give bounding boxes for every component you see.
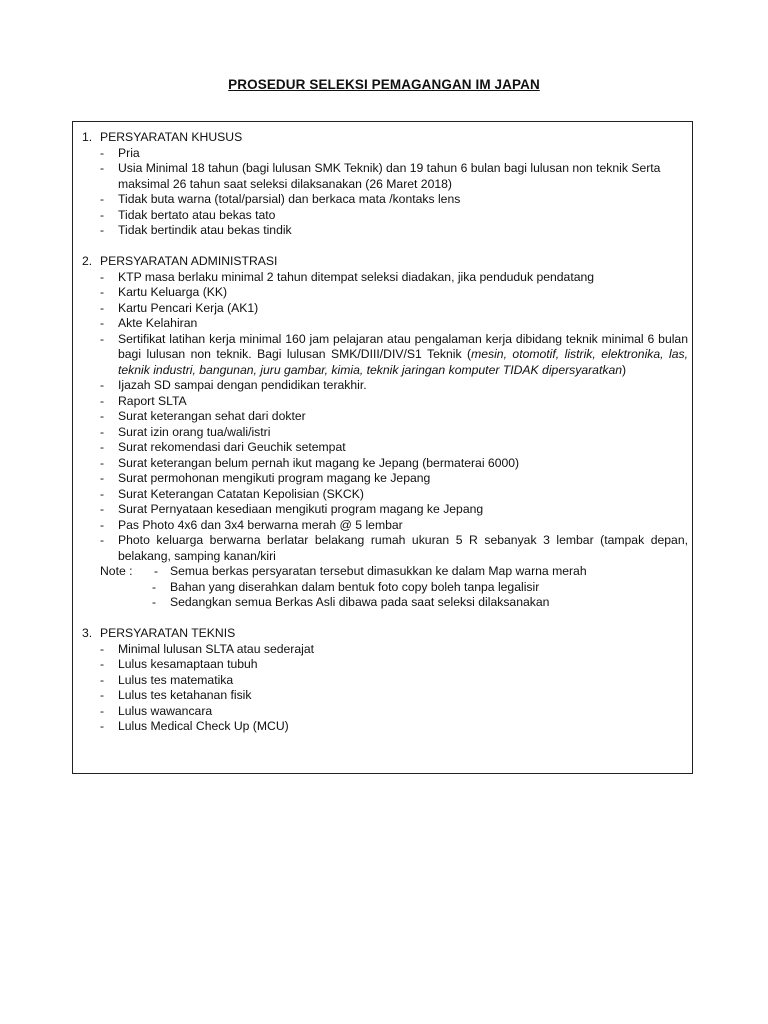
section-title: PERSYARATAN TEKNIS xyxy=(100,626,236,640)
dash-bullet: - xyxy=(152,595,157,609)
dash-bullet: - xyxy=(100,207,105,222)
list-item: - Lulus tes matematika xyxy=(82,673,688,689)
note-item: Sedangkan semua Berkas Asli dibawa pada saat seleksi dilaksanakan xyxy=(170,595,550,609)
section-heading-administrasi xyxy=(82,254,688,270)
list-item: - Raport SLTA xyxy=(82,394,688,410)
dash-bullet: - xyxy=(100,161,105,175)
dash-bullet: - xyxy=(100,192,105,206)
dash-bullet: - xyxy=(100,455,105,470)
note-item: Bahan yang diserahkan dalam bentuk foto copy boleh tanpa legalisir xyxy=(170,579,540,594)
note-label: Note : xyxy=(100,564,133,578)
list-item: - Minimal lulusan SLTA atau sederajat xyxy=(82,642,688,658)
dash-bullet: - xyxy=(100,424,105,439)
section-number: 3. xyxy=(82,626,93,640)
dash-bullet: - xyxy=(100,672,105,687)
section-list-administrasi xyxy=(82,270,688,565)
list-item: - Tidak bertato atau bekas tato xyxy=(82,208,688,224)
dash-bullet: - xyxy=(100,393,105,408)
section-list-khusus xyxy=(82,146,688,239)
page-title: PROSEDUR SELEKSI PEMAGANGAN IM JAPAN xyxy=(228,77,540,92)
list-item: - Akte Kelahiran xyxy=(82,316,688,332)
list-item: - Pas Photo 4x6 dan 3x4 berwarna merah @ 5 lembar xyxy=(82,518,688,534)
list-item: - Surat Keterangan Catatan Kepolisian (SKCK) xyxy=(82,487,688,503)
dash-bullet: - xyxy=(100,517,105,532)
requirements-content xyxy=(82,130,688,735)
note-item: Semua berkas persyaratan tersebut dimasukkan ke dalam Map warna merah xyxy=(170,564,587,578)
list-item: - Lulus tes ketahanan fisik xyxy=(82,688,688,704)
note-item-row xyxy=(82,580,688,596)
dash-bullet: - xyxy=(100,657,105,671)
list-item: - Tidak buta warna (total/parsial) dan berkaca mata /kontaks lens xyxy=(82,192,688,208)
section-title: PERSYARATAN ADMINISTRASI xyxy=(100,254,278,268)
dash-bullet: - xyxy=(100,316,105,330)
section-number: 2. xyxy=(82,254,93,268)
dash-bullet: - xyxy=(100,641,105,656)
dash-bullet: - xyxy=(100,285,105,299)
dash-bullet: - xyxy=(100,703,105,718)
list-item: - Surat keterangan belum pernah ikut magang ke Jepang (bermaterai 6000) xyxy=(82,456,688,472)
section-title: PERSYARATAN KHUSUS xyxy=(100,130,243,144)
dash-bullet: - xyxy=(100,378,105,392)
list-item: - Photo keluarga berwarna berlatar belakang rumah ukuran 5 R sebanyak 3 lembar (tampak depan, belakang, samping kanan/kiri xyxy=(82,533,688,564)
list-item: - Pria xyxy=(82,146,688,162)
list-item: - Lulus Medical Check Up (MCU) xyxy=(82,719,688,735)
section-heading-khusus xyxy=(82,130,688,146)
list-item: - Lulus wawancara xyxy=(82,704,688,720)
dash-bullet: - xyxy=(100,223,105,237)
dash-bullet: - xyxy=(100,688,105,702)
section-number: 1. xyxy=(82,130,93,144)
list-item: - Tidak bertindik atau bekas tindik xyxy=(82,223,688,239)
list-item: - Kartu Keluarga (KK) xyxy=(82,285,688,301)
note-item-row xyxy=(82,595,688,611)
note-block xyxy=(82,564,688,580)
dash-bullet: - xyxy=(100,719,105,733)
list-item: - Surat keterangan sehat dari dokter xyxy=(82,409,688,425)
list-item-sertifikat: - Sertifikat latihan kerja minimal 160 jam pelajaran atau pengalaman kerja dibidang teknik minimal 6 bulan bagi lulusan non teknik. Bagi lulusan SMK/DIII/DIV/S1 Teknik (mesin, otomotif, listrik, elektronika, las, teknik industri, bangunan, juru gambar, kimia, teknik jaringan komputer TIDAK dipersyaratkan) xyxy=(82,332,688,379)
dash-bullet: - xyxy=(100,533,105,547)
dash-bullet: - xyxy=(100,502,105,516)
list-item: - Kartu Pencari Kerja (AK1) xyxy=(82,301,688,317)
dash-bullet: - xyxy=(100,440,105,454)
list-item: - Surat Pernyataan kesediaan mengikuti program magang ke Jepang xyxy=(82,502,688,518)
section-heading-teknis xyxy=(82,626,688,642)
section-list-teknis xyxy=(82,642,688,735)
dash-bullet: - xyxy=(100,409,105,423)
dash-bullet: - xyxy=(100,471,105,485)
list-item: - Usia Minimal 18 tahun (bagi lulusan SMK Teknik) dan 19 tahun 6 bulan bagi lulusan non teknik Serta maksimal 26 tahun saat seleksi dilaksanakan (26 Maret 2018) xyxy=(82,161,688,192)
list-item: - Lulus kesamaptaan tubuh xyxy=(82,657,688,673)
list-item: - KTP masa berlaku minimal 2 tahun ditempat seleksi diadakan, jika penduduk pendatang xyxy=(82,270,688,286)
dash-bullet: - xyxy=(100,300,105,315)
dash-bullet: - xyxy=(152,579,157,594)
dash-bullet: - xyxy=(100,145,105,160)
dash-bullet: - xyxy=(100,269,105,284)
list-item: - Surat permohonan mengikuti program magang ke Jepang xyxy=(82,471,688,487)
list-item: - Surat izin orang tua/wali/istri xyxy=(82,425,688,441)
list-item: - Ijazah SD sampai dengan pendidikan terakhir. xyxy=(82,378,688,394)
dash-bullet: - xyxy=(100,486,105,501)
dash-bullet: - xyxy=(154,564,159,578)
list-item: - Surat rekomendasi dari Geuchik setempat xyxy=(82,440,688,456)
dash-bullet: - xyxy=(100,331,105,346)
